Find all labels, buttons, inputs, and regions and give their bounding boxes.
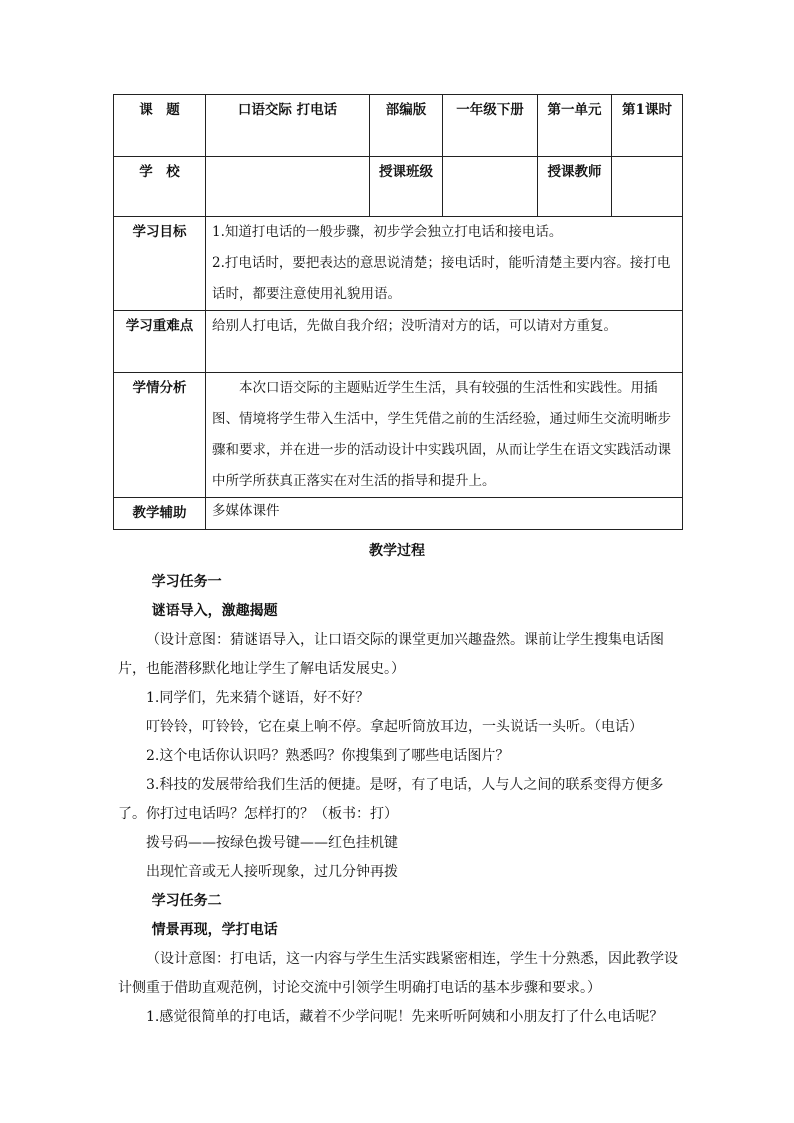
lesson-title: 口语交际 打电话 [206,95,370,157]
lesson-label: 课 题 [114,95,206,157]
unit-cell: 第一单元 [538,95,612,157]
edition-cell: 部编版 [370,95,443,157]
task1-subheading: 谜语导入，激趣揭题 [151,603,278,619]
key-points-content: 给别人打电话，先做自我介绍；没听清对方的话，可以请对方重复。 [206,311,683,373]
task1-section [118,568,680,1032]
class-value [443,157,538,217]
task2-question-1: 1.感觉很简单的打电话，藏着不少学问呢！先来听听阿姨和小朋友打了什么电话呢？ [146,1009,664,1025]
aids-label: 教学辅助 [114,498,206,530]
teacher-value [612,157,683,217]
analysis-content: 本次口语交际的主题贴近学生生活，具有较强的生活性和实践性。用插图、情境将学生带入生活中，学生凭借之前的生活经验，通过师生交流明晰步骤和要求，并在进一步的活动设计中实践巩固，从而让学生在语文实践活动课中所学所获真正落实在对生活的指导和提升上。 [206,373,683,498]
key-points-label: 学习重难点 [114,311,206,373]
task1-heading: 学习任务一 [151,574,222,590]
aids-content: 多媒体课件 [206,498,683,530]
goals-content [206,217,683,311]
task1-question-2: 2.这个电话你认识吗？熟悉吗？你搜集到了哪些电话图片？ [146,748,510,764]
teacher-label: 授课教师 [538,157,612,217]
task1-intent: （设计意图：猜谜语导入，让口语交际的课堂更加兴趣盎然。课前让学生搜集电话图片，也能潜移默化地让学生了解电话发展史。） [118,632,664,677]
table-row [114,498,683,530]
school-value [206,157,370,217]
task2-heading: 学习任务二 [151,893,222,909]
task1-busy-note: 出现忙音或无人接听现象，过几分钟再拨 [146,864,398,880]
goal-item: 2.打电话时，要把表达的意思说清楚；接电话时，能听清楚主要内容。接打电话时，都要注意使用礼貌用语。 [212,255,671,302]
table-row [114,95,683,157]
table-row [114,157,683,217]
goal-item: 1.知道打电话的一般步骤，初步学会独立打电话和接电话。 [212,224,563,240]
class-label: 授课班级 [370,157,443,217]
table-row [114,311,683,373]
period-cell: 第1课时 [612,95,683,157]
analysis-label: 学情分析 [114,373,206,498]
table-row [114,217,683,311]
table-row [114,373,683,498]
grade-cell: 一年级下册 [443,95,538,157]
task1-steps: 拨号码——按绿色拨号键——红色挂机键 [146,835,398,851]
task1-riddle: 叮铃铃，叮铃铃，它在桌上响不停。拿起听筒放耳边，一头说话一头听。（电话） [146,719,643,735]
task2-intent: （设计意图：打电话，这一内容与学生生活实践紧密相连，学生十分熟悉，因此教学设计侧重于借助直观范例，讨论交流中引领学生明确打电话的基本步骤和要求。） [118,951,678,996]
goals-label: 学习目标 [114,217,206,311]
lesson-info-table [113,94,683,530]
process-title: 教学过程 [369,543,425,559]
task2-subheading: 情景再现，学打电话 [151,922,278,938]
school-label: 学 校 [114,157,206,217]
task1-question-3: 3.科技的发展带给我们生活的便捷。是呀，有了电话，人与人之间的联系变得方便多了。你打过电话吗？怎样打的？（板书：打） [118,777,664,822]
task1-question-1: 1.同学们，先来猜个谜语，好不好？ [146,690,370,706]
